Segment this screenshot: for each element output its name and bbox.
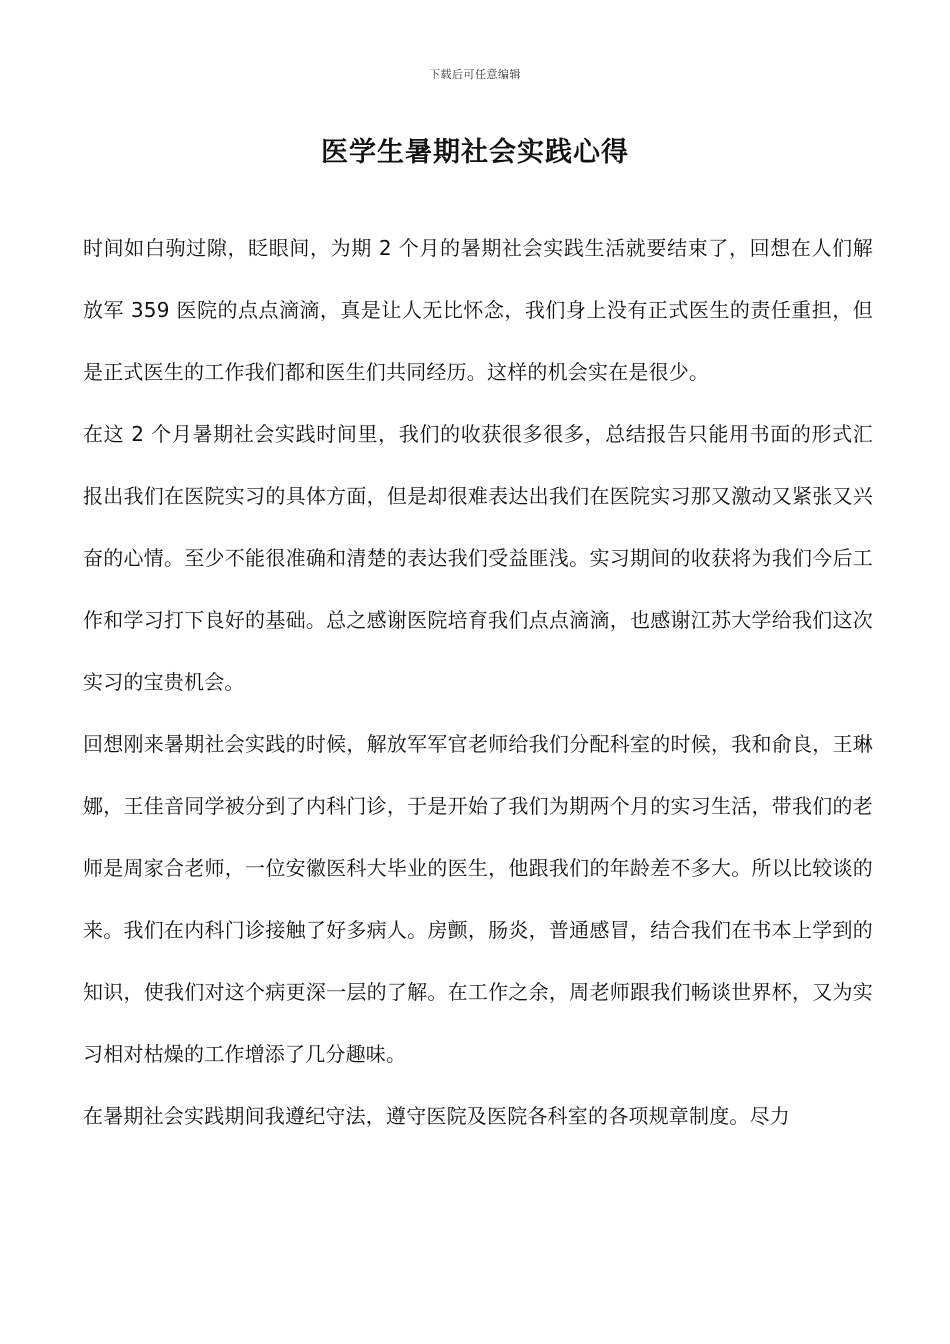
document-body: [83, 217, 873, 1147]
paragraph-1: 时间如白驹过隙，眨眼间，为期 2 个月的暑期社会实践生活就要结束了，回想在人们解放军 359 医院的点点滴滴，真是让人无比怀念，我们身上没有正式医生的责任重担，但是正式医生的工作我们都和医生们共同经历。这样的机会实在是很少。: [83, 236, 873, 384]
paragraph-4: 在暑期社会实践期间我遵纪守法，遵守医院及医院各科室的各项规章制度。尽力: [83, 1104, 790, 1128]
document-title: 医学生暑期社会实践心得: [321, 137, 629, 168]
paragraph-3: 回想刚来暑期社会实践的时候，解放军军官老师给我们分配科室的时候，我和俞良，王琳娜，王佳音同学被分到了内科门诊，于是开始了我们为期两个月的实习生活，带我们的老师是周家合老师，一位安徽医科大毕业的医生，他跟我们的年龄差不多大。所以比较谈的来。我们在内科门诊接触了好多病人。房颤，肠炎，普通感冒，结合我们在书本上学到的知识，使我们对这个病更深一层的了解。在工作之余，周老师跟我们畅谈世界杯，又为实习相对枯燥的工作增添了几分趣味。: [83, 732, 873, 1066]
header-note: 下载后可任意编辑: [429, 68, 521, 81]
paragraph-2: 在这 2 个月暑期社会实践时间里，我们的收获很多很多，总结报告只能用书面的形式汇报出我们在医院实习的具体方面，但是却很难表达出我们在医院实习那又激动又紧张又兴奋的心情。至少不能很准确和清楚的表达我们受益匪浅。实习期间的收获将为我们今后工作和学习打下良好的基础。总之感谢医院培育我们点点滴滴，也感谢江苏大学给我们这次实习的宝贵机会。: [83, 422, 873, 694]
